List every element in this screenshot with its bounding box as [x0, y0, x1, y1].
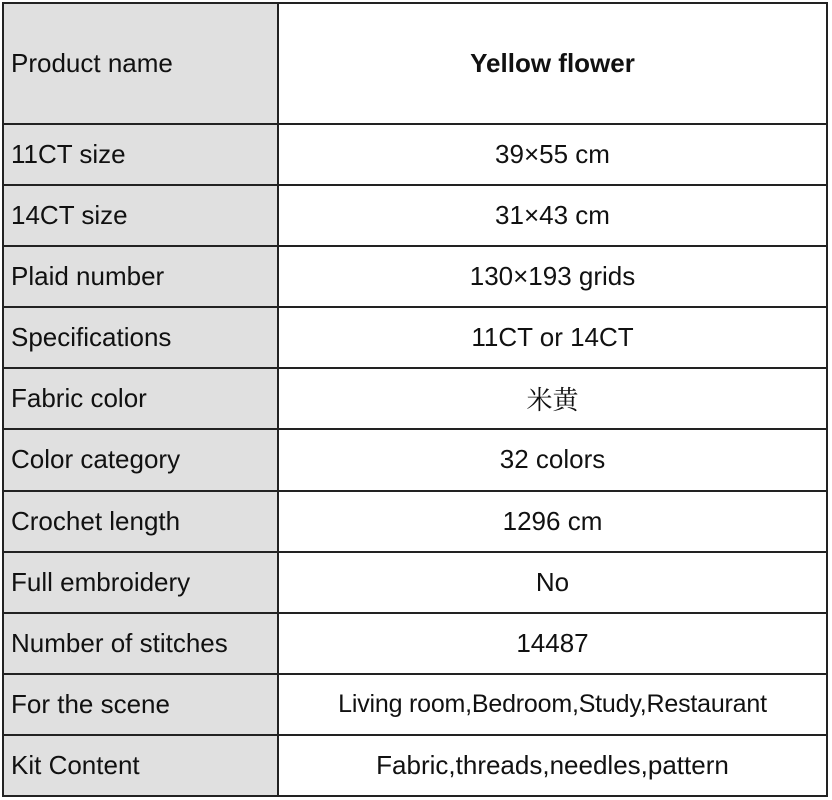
spec-row-crochet-length [3, 491, 827, 552]
product-name-value: Yellow flower [278, 3, 827, 124]
spec-value: 1296 cm [278, 491, 827, 552]
spec-row-fabric-color [3, 368, 827, 429]
spec-row-11ct-size [3, 124, 827, 185]
spec-value: 39×55 cm [278, 124, 827, 185]
spec-value: Living room,Bedroom,Study,Restaurant [278, 674, 827, 735]
spec-label: Specifications [3, 307, 278, 368]
spec-label: Kit Content [3, 735, 278, 796]
spec-value: 14487 [278, 613, 827, 674]
spec-label: Plaid number [3, 246, 278, 307]
spec-label: Fabric color [3, 368, 278, 429]
spec-row-plaid-number [3, 246, 827, 307]
spec-row-color-category [3, 429, 827, 490]
spec-value: Fabric,threads,needles,pattern [278, 735, 827, 796]
spec-label: Full embroidery [3, 552, 278, 613]
spec-label: Number of stitches [3, 613, 278, 674]
spec-row-full-embroidery [3, 552, 827, 613]
spec-value: No [278, 552, 827, 613]
spec-row-kit-content [3, 735, 827, 796]
spec-row-number-of-stitches [3, 613, 827, 674]
spec-row-for-the-scene [3, 674, 827, 735]
product-spec-table [2, 2, 828, 797]
spec-row-14ct-size [3, 185, 827, 246]
spec-value: 130×193 grids [278, 246, 827, 307]
spec-value: 11CT or 14CT [278, 307, 827, 368]
spec-label: 14CT size [3, 185, 278, 246]
spec-label: Crochet length [3, 491, 278, 552]
spec-value: 米黄 [278, 368, 827, 429]
spec-row-specifications [3, 307, 827, 368]
spec-label: Product name [3, 3, 278, 124]
spec-value: 31×43 cm [278, 185, 827, 246]
spec-row-product-name [3, 3, 827, 124]
spec-label: Color category [3, 429, 278, 490]
spec-label: 11CT size [3, 124, 278, 185]
spec-value: 32 colors [278, 429, 827, 490]
spec-label: For the scene [3, 674, 278, 735]
